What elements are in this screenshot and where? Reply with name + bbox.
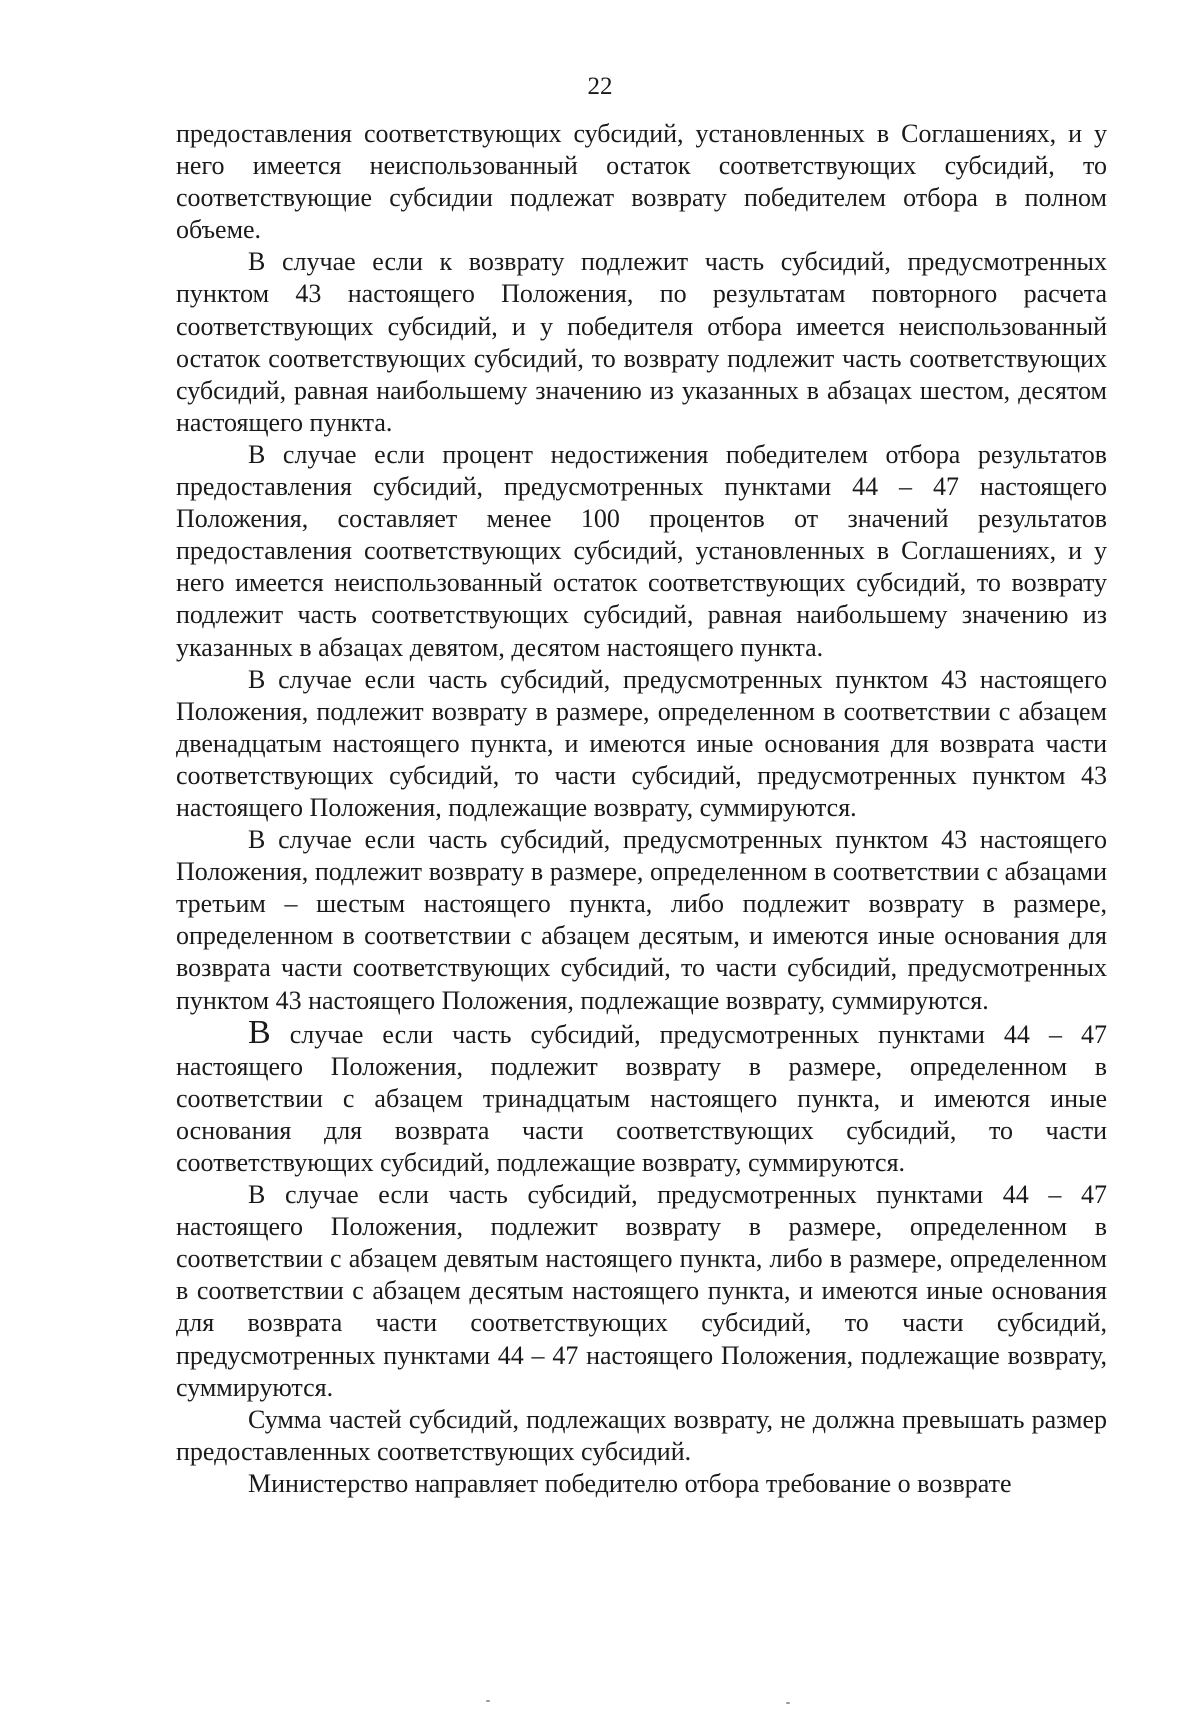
paragraph-4: В случае если часть субсидий, предусмотренных пунктом 43 настоящего Положения, подлежит возврату в размере, определенном в соответствии с абзацем двенадцатым настоящего пункта, и имеются иные основания для возврата части соответствующих субсидий, то части субсидий, предусмотренных пунктом 43 настоящего Положения, подлежащие возврату, суммируются.	[176, 664, 1107, 822]
paragraph-7: В случае если часть субсидий, предусмотренных пунктами 44 – 47 настоящего Положения, подлежит возврату в размере, определенном в соответствии с абзацем девятым настоящего пункта, либо в размере, определенном в соответствии с абзацем десятым настоящего пункта, и имеются иные основания для возврата части соответствующих субсидий, то части субсидий, предусмотренных пунктами 44 – 47 настоящего Положения, подлежащие возврату, суммируются.	[176, 1180, 1107, 1402]
paragraph-5: В случае если часть субсидий, предусмотренных пунктом 43 настоящего Положения, подлежит возврату в размере, определенном в соответствии с абзацами третьим – шестым настоящего пункта, либо подлежит возврату в размере, определенном в соответствии с абзацем десятым, и имеются иные основания для возврата части соответствующих субсидий, то части субсидий, предусмотренных пунктом 43 настоящего Положения, подлежащие возврату, суммируются.	[176, 825, 1107, 1015]
paragraph-2: В случае если к возврату подлежит часть субсидий, предусмотренных пунктом 43 настоящего Положения, по результатам повторного расчета соответствующих субсидий, и у победителя отбора имеется неиспользованный остаток соответствующих субсидий, то возврату подлежит часть соответствующих субсидий, равная наибольшему значению из указанных в абзацах шестом, десятом настоящего пункта.	[176, 247, 1107, 437]
paragraph-1: предоставления соответствующих субсидий, установленных в Соглашениях, и у него имеется неиспользованный остаток соответствующих субсидий, то соответствующие субсидии подлежат возврату победителем отбора в полном объеме.	[176, 119, 1107, 245]
document-body	[176, 118, 1107, 1500]
paragraph-8: Сумма частей субсидий, подлежащих возврату, не должна превышать размер предоставленных соответствующих субсидий.	[176, 1404, 1107, 1466]
scan-speck	[786, 1702, 790, 1704]
paragraph-3: В случае если процент недостижения победителем отбора результатов предоставления субсидий, предусмотренных пунктами 44 – 47 настоящего Положения, составляет менее 100 процентов от значений результатов предоставления соответствующих субсидий, установленных в Соглашениях, и у него имеется неиспользованный остаток соответствующих субсидий, то возврату подлежит часть соответствующих субсидий, равная наибольшему значению из указанных в абзацах девятом, десятом настоящего пункта.	[176, 439, 1107, 662]
scan-speck	[486, 1700, 490, 1702]
paragraph-9: Министерство направляет победителю отбора требование о возврате	[248, 1468, 1012, 1498]
page-number: 22	[587, 73, 613, 100]
paragraph-6: В случае если часть субсидий, предусмотренных пунктами 44 – 47 настоящего Положения, подлежит возврату в размере, определенном в соответствии с абзацем тринадцатым настоящего пункта, и имеются иные основания для возврата части соответствующих субсидий, то части соответствующих субсидий, подлежащие возврату, суммируются.	[176, 1013, 1107, 1177]
